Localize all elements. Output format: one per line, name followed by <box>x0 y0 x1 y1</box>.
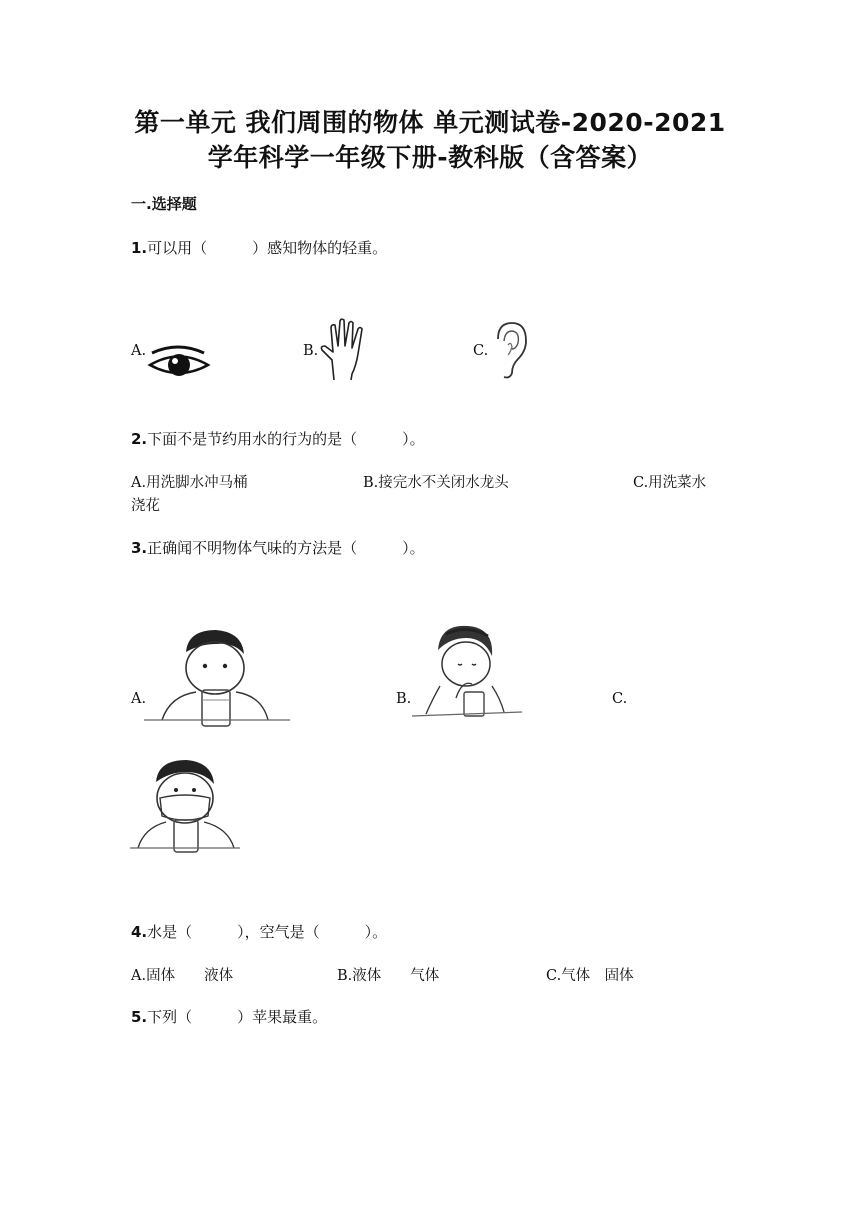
question-2 <box>131 428 425 449</box>
option-4b[interactable]: B.液体 气体 <box>337 968 440 984</box>
question-text: 正确闻不明物体气味的方法是（ ）。 <box>147 539 425 557</box>
page-title-line-1: 第一单元 我们周围的物体 单元测试卷-2020-2021 <box>134 108 726 137</box>
option-4a[interactable]: A.固体 液体 <box>131 968 234 984</box>
option-2c-continued: 浇花 <box>131 498 160 514</box>
question-number: 1. <box>131 239 148 257</box>
question-text: 下面不是节约用水的行为的是（ ）。 <box>147 430 425 448</box>
question-1 <box>131 237 387 258</box>
question-number: 2. <box>131 430 148 448</box>
page-title-line-2: 学年科学一年级下册-教科版（含答案） <box>207 143 653 172</box>
question-3 <box>131 537 425 558</box>
option-2c[interactable]: C.用洗菜水 <box>633 475 707 491</box>
question-text: 下列（ ）苹果最重。 <box>147 1008 328 1026</box>
option-1c-label[interactable]: C. <box>473 343 489 359</box>
option-2b[interactable]: B.接完水不关闭水龙头 <box>363 475 509 491</box>
option-3b-label[interactable]: B. <box>396 691 412 707</box>
option-4c[interactable]: C.气体 固体 <box>546 968 634 984</box>
boy-with-mask-icon <box>130 758 242 858</box>
question-number: 5. <box>131 1008 148 1026</box>
question-text: 可以用（ ）感知物体的轻重。 <box>147 239 388 257</box>
ear-icon <box>490 321 530 381</box>
option-1b-label[interactable]: B. <box>303 343 319 359</box>
girl-wafting-smell-icon <box>412 620 524 720</box>
eye-icon <box>148 343 210 383</box>
question-text: 水是（ ），空气是（ ）。 <box>147 923 388 941</box>
option-3a-label[interactable]: A. <box>131 691 147 707</box>
question-4 <box>131 921 387 942</box>
question-number: 4. <box>131 923 148 941</box>
hand-icon <box>318 318 378 382</box>
option-1a-label[interactable]: A. <box>131 343 147 359</box>
question-5 <box>131 1006 327 1027</box>
option-3c-label[interactable]: C. <box>612 691 628 707</box>
section-heading: 一.选择题 <box>131 195 197 213</box>
boy-sniffing-cup-icon <box>144 628 292 730</box>
option-2a[interactable]: A.用洗脚水冲马桶 <box>131 475 248 491</box>
question-number: 3. <box>131 539 148 557</box>
